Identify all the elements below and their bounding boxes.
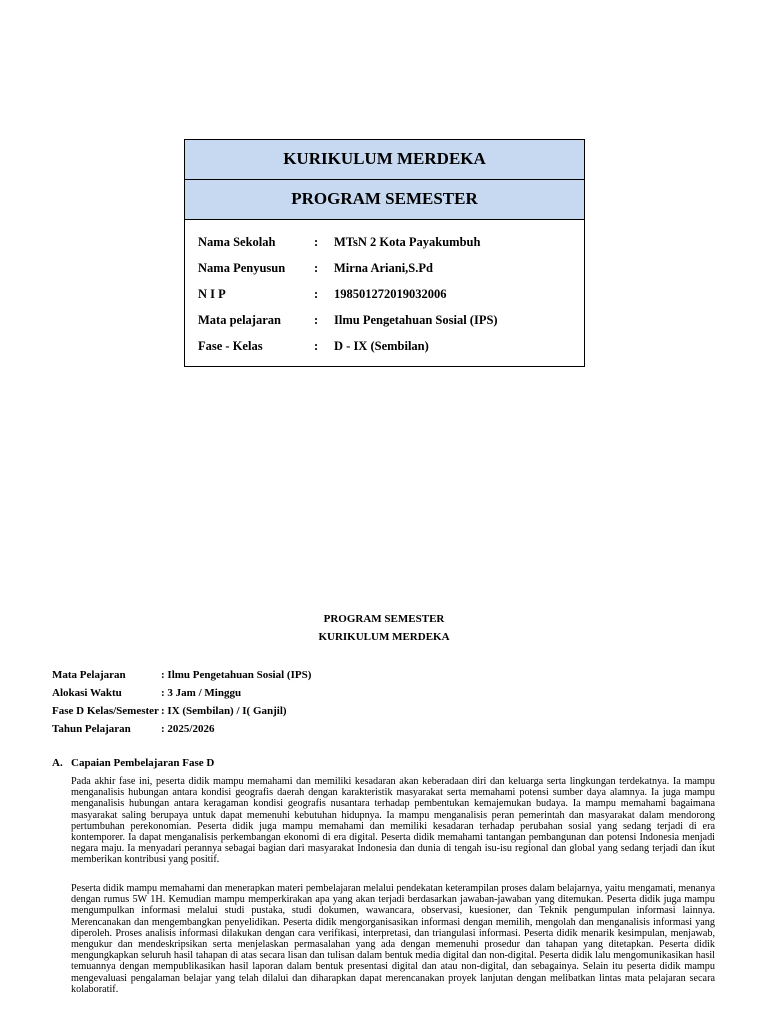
doc-heading-curriculum: KURIKULUM MERDEKA xyxy=(318,631,450,643)
info-row-subject xyxy=(185,307,584,333)
info-value: 198501272019032006 xyxy=(334,286,447,301)
meta-label: Fase D Kelas/Semester xyxy=(52,705,159,717)
info-label: Fase - Kelas xyxy=(198,338,263,353)
doc-meta xyxy=(52,666,311,738)
cover-title: KURIKULUM MERDEKA xyxy=(185,140,584,179)
section-a-paragraph-2 xyxy=(71,883,715,995)
doc-heading-program: PROGRAM SEMESTER xyxy=(323,613,445,625)
info-separator: : xyxy=(314,260,319,275)
info-separator: : xyxy=(314,286,319,301)
meta-row-class-semester xyxy=(52,702,311,720)
meta-row-subject xyxy=(52,666,311,684)
info-separator: : xyxy=(314,312,319,327)
info-label: Nama Penyusun xyxy=(198,260,286,275)
info-value: D - IX (Sembilan) xyxy=(334,338,429,353)
info-label: Mata pelajaran xyxy=(198,312,281,327)
meta-label: Tahun Pelajaran xyxy=(52,723,131,735)
meta-label: Alokasi Waktu xyxy=(52,687,122,699)
section-a-title xyxy=(52,757,214,769)
meta-row-time xyxy=(52,684,311,702)
info-value: Mirna Ariani,S.Pd xyxy=(334,260,433,275)
meta-value: : IX (Sembilan) / I( Ganjil) xyxy=(161,705,287,717)
meta-row-year xyxy=(52,720,311,738)
meta-label: Mata Pelajaran xyxy=(52,669,126,681)
info-row-nip xyxy=(185,281,584,307)
cover-info-table xyxy=(185,219,584,366)
cover-subtitle: PROGRAM SEMESTER xyxy=(185,179,584,219)
section-title-text: Capaian Pembelajaran Fase D xyxy=(71,757,215,769)
section-a-paragraph-1 xyxy=(71,776,715,866)
info-value: Ilmu Pengetahuan Sosial (IPS) xyxy=(334,312,498,327)
meta-value: : 3 Jam / Minggu xyxy=(161,687,242,699)
info-row-phase-class xyxy=(185,333,584,359)
info-row-school xyxy=(185,229,584,255)
info-separator: : xyxy=(314,338,319,353)
meta-value: : 2025/2026 xyxy=(161,723,215,735)
info-value: MTsN 2 Kota Payakumbuh xyxy=(334,234,481,249)
meta-value: : Ilmu Pengetahuan Sosial (IPS) xyxy=(161,669,312,681)
info-row-author xyxy=(185,255,584,281)
info-label: Nama Sekolah xyxy=(198,234,276,249)
info-label: N I P xyxy=(198,286,226,301)
paragraph-text: Pada akhir fase ini, peserta didik mampu memahami dan memiliki kesadaran akan keberadaan diri dan keluarga serta lingkungan terdekatnya. Ia mampu menganalisis hubungan antara kondisi geografis daerah dengan karakteristik masyarakat serta memahami potensi sumber daya alamnya. Ia juga mampu menganalisis hubungan antara keragaman kondisi geografis nusantara terhadap pembentukan kemajemukan budaya. Ia mampu memahami bagaimana masyarakat saling berupaya untuk dapat memenuhi kebutuhan hidupnya. Ia mampu menganalisis peran pemerintah dan masyarakat dalam mendorong pertumbuhan perekonomian. Peserta didik juga mampu memahami dan memiliki kesadaran terhadap perubahan sosial yang sedang terjadi di era kontemporer. Ia dapat menganalisis perkembangan ekonomi di era digital. Peserta didik memahami tantangan pembangunan dan potensi Indonesia menjadi negara maju. Ia menyadari perannya sebagai bagian dari masyarakat Indonesia dan dunia di tengah isu-isu regional dan global yang sedang terjadi dan ikut memberikan kontribusi yang positif. xyxy=(71,776,715,866)
cover-box xyxy=(184,139,585,367)
info-separator: : xyxy=(314,234,319,249)
paragraph-text: Peserta didik mampu memahami dan menerapkan materi pembelajaran melalui pendekatan keterampilan proses dalam belajarnya, yaitu mengamati, menanya dengan rumus 5W 1H. Kemudian mampu memperkirakan apa yang akan terjadi berdasarkan jawaban-jawaban yang ditemukan. Peserta didik juga mampu mengumpulkan informasi melalui studi pustaka, studi dokumen, wawancara, observasi, kuesioner, dan Teknik pengumpulan informasi lainnya. Merencanakan dan mengembangkan penyelidikan. Peserta didik mengorganisasikan informasi dengan memilih, mengolah dan menganalisis informasi yang diperoleh. Proses analisis informasi dilakukan dengan cara verifikasi, interpretasi, dan triangulasi informasi. Peserta didik menarik kesimpulan, menjawab, mengukur dan mendeskripsikan serta menjelaskan permasalahan yang ada dengan memenuhi prosedur dan tahapan yang ditetapkan. Peserta didik mengungkapkan seluruh hasil tahapan di atas secara lisan dan tulisan dalam bentuk media digital dan non-digital. Peserta didik lalu mengomunikasikan hasil temuannya dengan mempublikasikan hasil laporan dalam bentuk presentasi digital dan atau non-digital, dan sebagainya. Selain itu peserta didik mampu mengevaluasi pengalaman belajar yang telah dilalui dan diharapkan dapat merencanakan proyek lanjutan dengan melibatkan lintas mata pelajaran secara kolaboratif. xyxy=(71,883,715,995)
section-number: A. xyxy=(52,757,63,769)
